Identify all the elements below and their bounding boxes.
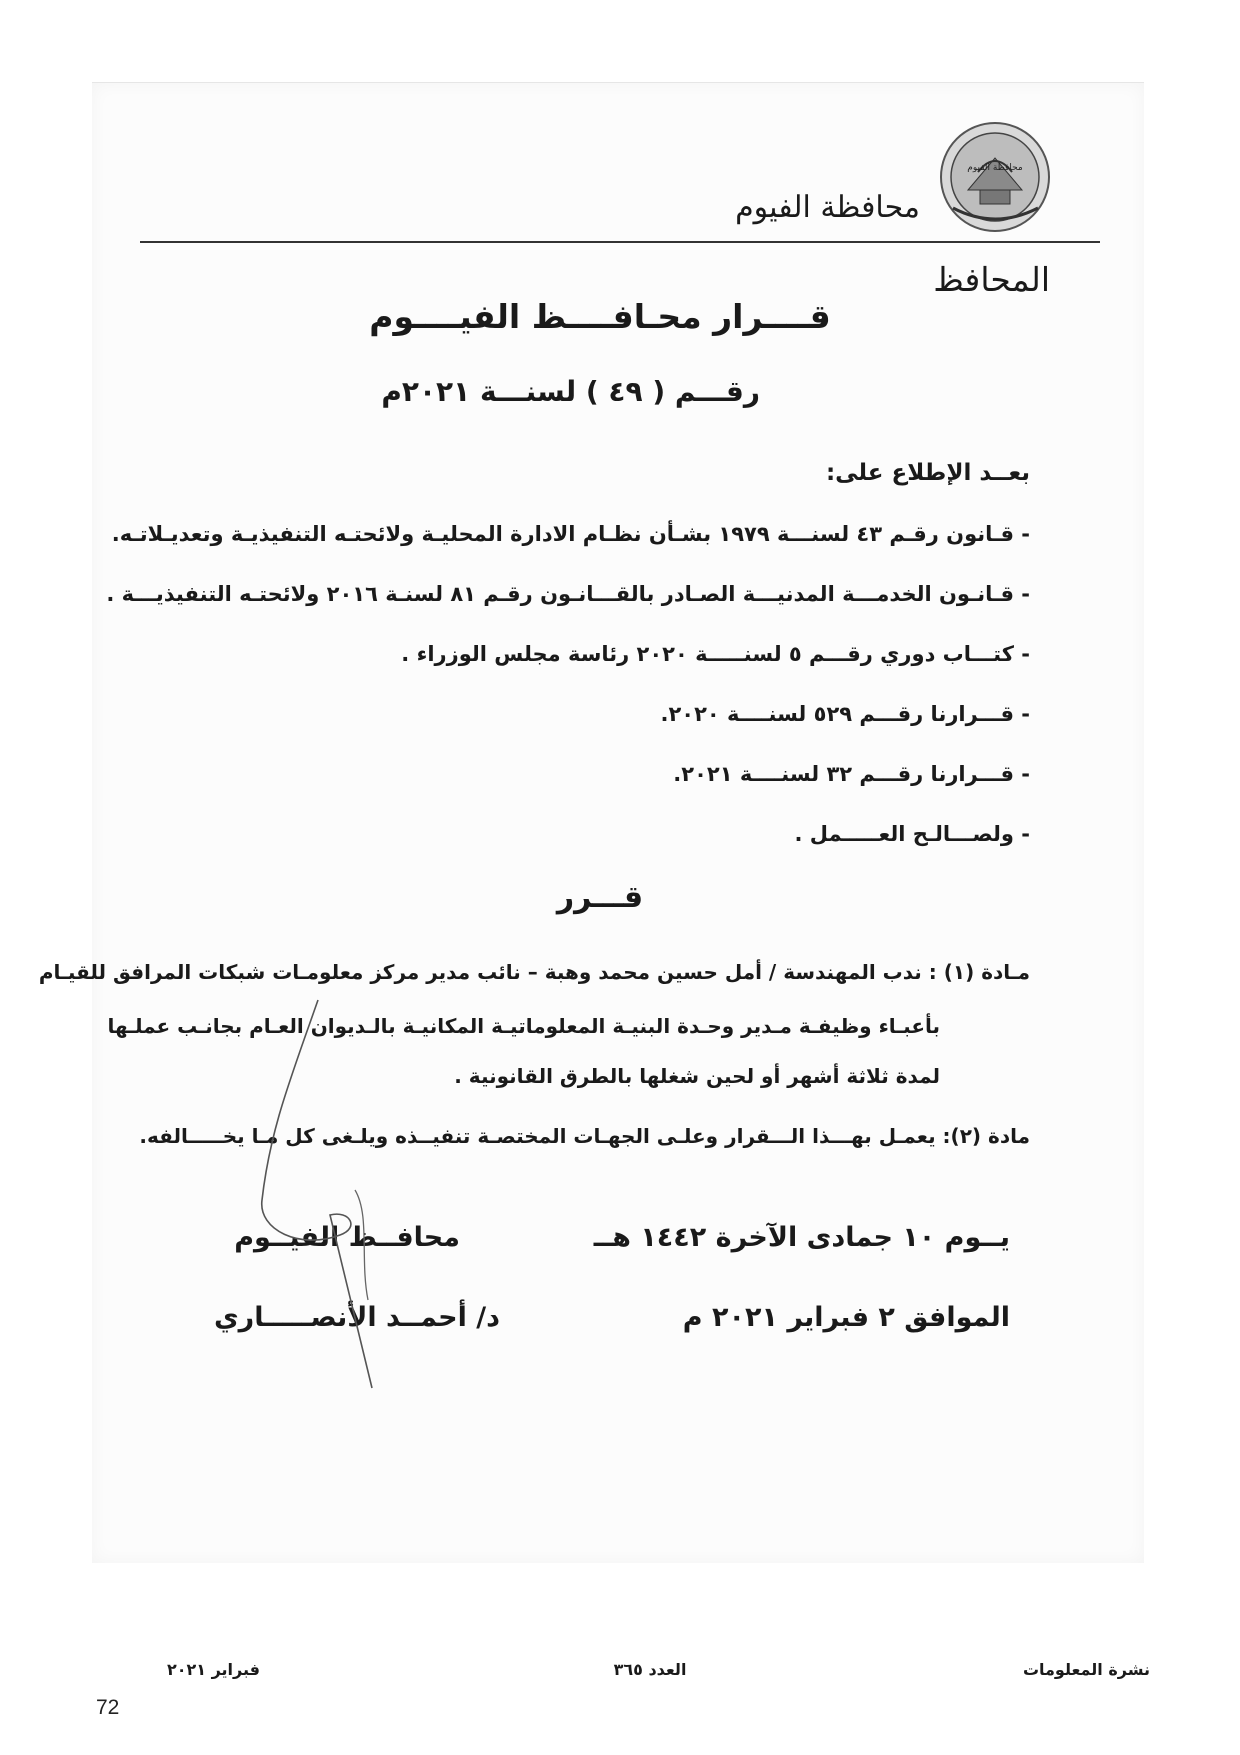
decree-title: قــــرار محـافــــظ الفيــــوم xyxy=(369,297,831,336)
footer-date: فبراير ٢٠٢١ xyxy=(166,1660,260,1679)
page-number: 72 xyxy=(96,1696,120,1719)
article-1-line: لمدة ثلاثة أشهر أو لحين شغلها بالطرق القانونية . xyxy=(454,1064,940,1088)
decided-heading: قـــرر xyxy=(556,880,644,915)
decree-number: رقـــم ( ٤٩ ) لسنـــة ٢٠٢١م xyxy=(381,375,760,408)
reference-item: - ولصـــالـح العـــــمل . xyxy=(794,822,1030,846)
governorate-seal-icon xyxy=(938,120,1053,235)
preamble-intro: بعــد الإطلاع على: xyxy=(825,460,1030,486)
article-2: مادة (٢): يعمـل بهـــذا الـــقرار وعلـى الجهـات المختصـة تنفيــذه ويلـغى كل مـا يخـــــالفه. xyxy=(139,1124,1030,1148)
header-divider xyxy=(140,241,1100,243)
governorate-name: محافظة الفيوم xyxy=(735,190,920,225)
reference-item: - كتـــاب دوري رقـــم ٥ لسنـــــة ٢٠٢٠ رئاسة مجلس الوزراء . xyxy=(401,642,1030,666)
governor-heading: المحافظ xyxy=(933,260,1050,299)
footer-issue: العدد ٣٦٥ xyxy=(613,1660,687,1679)
reference-item: - قـــرارنا رقـــم ٥٢٩ لسنــــة ٢٠٢٠. xyxy=(660,702,1030,726)
reference-item: - قـــرارنا رقـــم ٣٢ لسنــــة ٢٠٢١. xyxy=(673,762,1030,786)
footer-publication: نشرة المعلومات xyxy=(1022,1660,1150,1679)
article-1-line: مـادة (١) : ندب المهندسة / أمل حسين محمد وهبة – نائب مدير مركز معلومـات شبكات المرافق للقيـام xyxy=(38,960,1030,984)
governor-title: محافــظ الفيــوم xyxy=(234,1222,460,1253)
governor-name: د/ أحمــد الأنصـــــاري xyxy=(213,1302,500,1333)
seal-text: محافظة الفيوم xyxy=(967,163,1023,173)
date-hijri: يــوم ١٠ جمادى الآخرة ١٤٤٢ هــ xyxy=(593,1222,1010,1253)
reference-item: - قـانون رقـم ٤٣ لسنـــة ١٩٧٩ بشـأن نظـام الادارة المحليـة ولائحتـه التنفيذيـة وتعديـلاتـه. xyxy=(111,522,1030,546)
date-gregorian: الموافق ٢ فبراير ٢٠٢١ م xyxy=(682,1302,1010,1333)
reference-item: - قـانـون الخدمـــة المدنيـــة الصـادر بالقـــانـون رقـم ٨١ لسنـة ٢٠١٦ ولائحتـه التنفيذيـــة . xyxy=(106,582,1030,606)
article-1-line: بأعبـاء وظيفـة مـدير وحـدة البنيـة المعلوماتيـة المكانيـة بالـديوان العـام بجانـب عملـها xyxy=(107,1014,940,1038)
